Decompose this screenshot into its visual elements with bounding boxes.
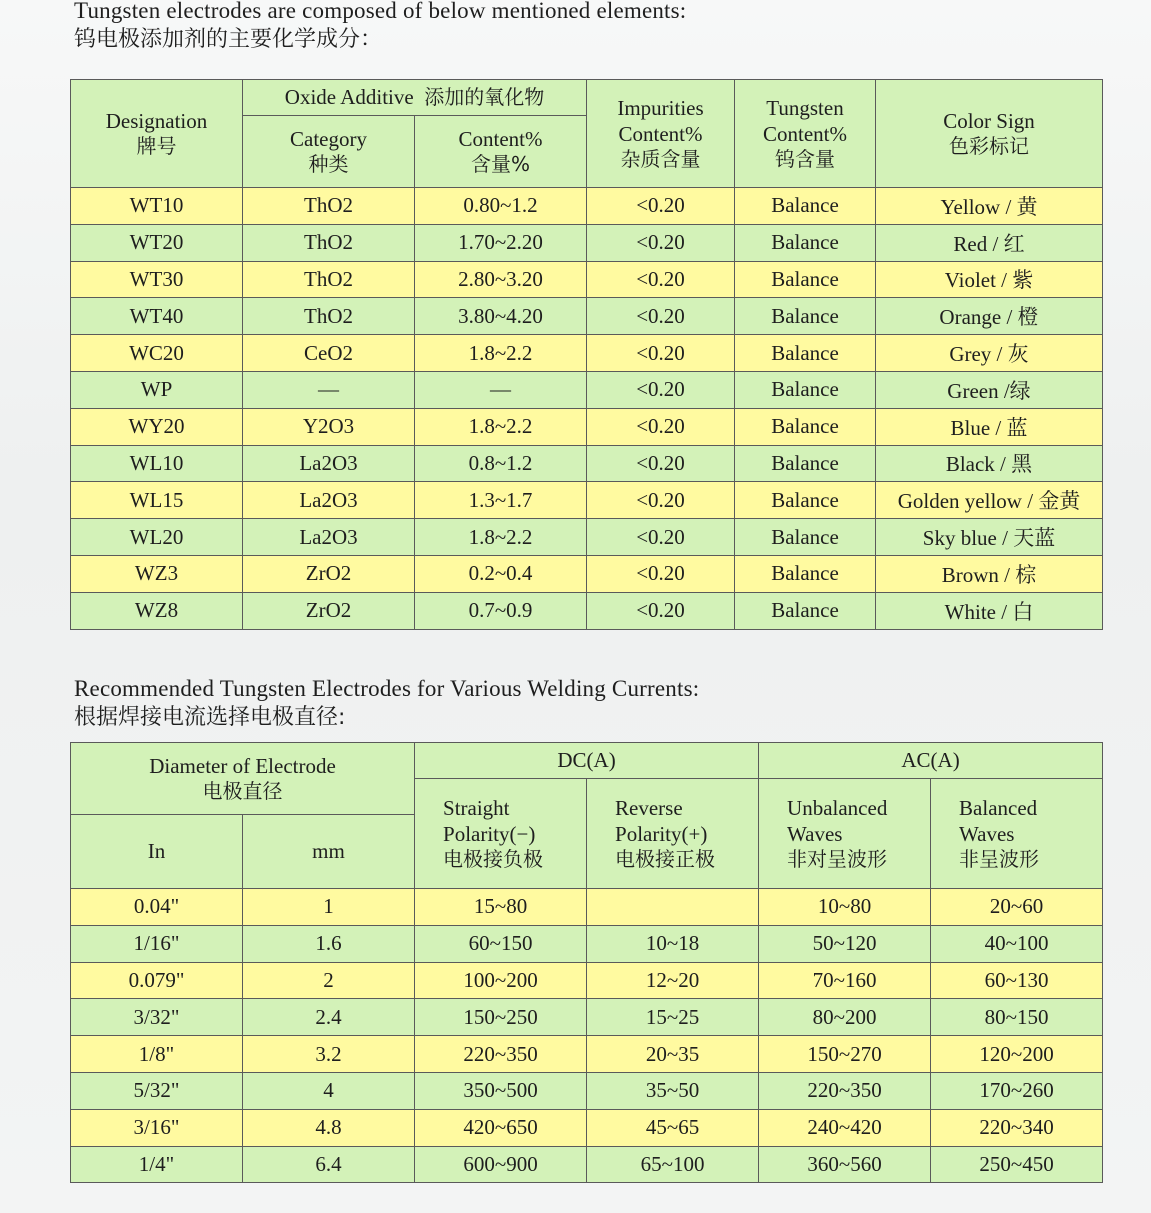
oxide-header-en: Oxide Additive [284,84,414,109]
content-cell: 3.80~4.20 [415,298,587,335]
dc-reverse-cell: 20~35 [587,1036,759,1073]
oxide-header-zh: 添加的氧化物 [424,84,545,109]
composition-row [71,261,1103,298]
color-sign-cell: Yellow / 黄 [876,188,1103,225]
composition-table-body [71,188,1103,630]
content-cell: 1.8~2.2 [415,408,587,445]
diameter-mm-cell: 1 [243,889,415,926]
balanced-header-en2: Waves [959,821,1015,846]
tungsten-header-en2: Content% [763,121,847,146]
category-cell: ZrO2 [243,592,415,629]
impurities-header-en2: Content% [618,121,703,146]
ac-balanced-cell: 80~150 [931,999,1103,1036]
category-cell: ThO2 [243,224,415,261]
composition-row [71,482,1103,519]
content-cell: 1.8~2.2 [415,519,587,556]
impurities-cell: <0.20 [587,335,735,372]
tungsten-cell: Balance [735,555,876,592]
content-cell: 0.7~0.9 [415,592,587,629]
diameter-inch-cell: 5/32" [71,1072,243,1109]
color-sign-cell: White / 白 [876,592,1103,629]
ac-unbalanced-cell: 50~120 [759,925,931,962]
composition-row [71,445,1103,482]
composition-row [71,555,1103,592]
content-cell: 1.8~2.2 [415,335,587,372]
impurities-cell: <0.20 [587,188,735,225]
ac-unbalanced-cell: 80~200 [759,999,931,1036]
content-header [415,116,587,188]
composition-row [71,335,1103,372]
composition-row [71,298,1103,335]
current-row [71,999,1103,1036]
oxide-additive-header [243,80,587,116]
dc-header: DC(A) [415,743,759,779]
currents-heading-en: Recommended Tungsten Electrodes for Various Welding Currents: [74,676,700,701]
dc-reverse-cell: 10~18 [587,925,759,962]
mm-header: mm [243,815,415,889]
impurities-cell: <0.20 [587,555,735,592]
reverse-header-en2: Polarity(+) [615,821,708,846]
impurities-cell: <0.20 [587,592,735,629]
ac-balanced-cell: 40~100 [931,925,1103,962]
tungsten-header-en1: Tungsten [766,96,844,121]
ac-balanced-cell: 220~340 [931,1109,1103,1146]
diameter-inch-cell: 0.079" [71,962,243,999]
straight-header-zh: 电极接负极 [443,846,544,871]
color-sign-cell: Black / 黑 [876,445,1103,482]
designation-cell: WP [71,371,243,408]
color-sign-cell: Grey / 灰 [876,335,1103,372]
category-cell: — [243,371,415,408]
diameter-inch-cell: 1/4" [71,1146,243,1183]
ac-unbalanced-cell: 150~270 [759,1036,931,1073]
current-row [71,1109,1103,1146]
balanced-header-zh: 非呈波形 [959,846,1040,871]
category-header-zh: 种类 [308,152,349,177]
balanced-waves-header [931,779,1103,889]
diameter-mm-cell: 4.8 [243,1109,415,1146]
current-row [71,1072,1103,1109]
ac-balanced-cell: 60~130 [931,962,1103,999]
designation-cell: WZ8 [71,592,243,629]
ac-unbalanced-cell: 220~350 [759,1072,931,1109]
category-cell: CeO2 [243,335,415,372]
reverse-header-en1: Reverse [615,796,683,821]
diameter-mm-cell: 4 [243,1072,415,1109]
composition-row [71,224,1103,261]
tungsten-cell: Balance [735,335,876,372]
reverse-header-zh: 电极接正极 [615,846,716,871]
designation-cell: WT40 [71,298,243,335]
tungsten-cell: Balance [735,371,876,408]
tungsten-cell: Balance [735,445,876,482]
category-cell: La2O3 [243,482,415,519]
diameter-inch-cell: 3/32" [71,999,243,1036]
designation-cell: WL15 [71,482,243,519]
dc-reverse-cell: 15~25 [587,999,759,1036]
diameter-mm-cell: 6.4 [243,1146,415,1183]
currents-heading-zh: 根据焊接电流选择电极直径: [74,705,346,731]
current-row [71,1036,1103,1073]
dc-reverse-cell [587,889,759,926]
current-row [71,925,1103,962]
tungsten-cell: Balance [735,482,876,519]
category-cell: La2O3 [243,519,415,556]
content-cell: 0.2~0.4 [415,555,587,592]
tungsten-cell: Balance [735,261,876,298]
dc-straight-cell: 350~500 [415,1072,587,1109]
currents-heading [74,676,699,731]
impurities-cell: <0.20 [587,408,735,445]
content-cell: 1.70~2.20 [415,224,587,261]
ac-balanced-cell: 250~450 [931,1146,1103,1183]
impurities-cell: <0.20 [587,261,735,298]
color-sign-cell: Green /绿 [876,371,1103,408]
current-row [71,889,1103,926]
ac-balanced-cell: 20~60 [931,889,1103,926]
tungsten-header [735,80,876,188]
color-sign-cell: Brown / 棕 [876,555,1103,592]
diameter-header [71,743,415,815]
designation-cell: WY20 [71,408,243,445]
dc-reverse-cell: 65~100 [587,1146,759,1183]
tungsten-cell: Balance [735,408,876,445]
impurities-header [587,80,735,188]
color-sign-cell: Orange / 橙 [876,298,1103,335]
straight-header-en2: Polarity(−) [443,821,536,846]
color-sign-cell: Blue / 蓝 [876,408,1103,445]
category-header-en: Category [290,126,367,151]
dc-straight-cell: 150~250 [415,999,587,1036]
current-row [71,1146,1103,1183]
content-cell: 2.80~3.20 [415,261,587,298]
ac-header: AC(A) [759,743,1103,779]
content-cell: 0.80~1.2 [415,188,587,225]
ac-balanced-cell: 120~200 [931,1036,1103,1073]
inch-header: In [71,815,243,889]
content-header-en: Content% [458,126,543,151]
color-sign-header [876,80,1103,188]
dc-reverse-cell: 35~50 [587,1072,759,1109]
designation-cell: WL10 [71,445,243,482]
impurities-header-en1: Impurities [617,96,704,121]
diameter-header-en: Diameter of Electrode [149,753,336,778]
diameter-mm-cell: 1.6 [243,925,415,962]
ac-unbalanced-cell: 360~560 [759,1146,931,1183]
composition-row [71,371,1103,408]
category-cell: La2O3 [243,445,415,482]
dc-reverse-cell: 12~20 [587,962,759,999]
composition-row [71,592,1103,629]
unbalanced-header-zh: 非对呈波形 [787,846,888,871]
composition-row [71,188,1103,225]
dc-straight-cell: 420~650 [415,1109,587,1146]
ac-unbalanced-cell: 240~420 [759,1109,931,1146]
color-sign-cell: Red / 红 [876,224,1103,261]
designation-header-zh: 牌号 [136,134,177,159]
balanced-header-en1: Balanced [959,796,1038,821]
content-cell: — [415,371,587,408]
diameter-inch-cell: 0.04" [71,889,243,926]
tungsten-cell: Balance [735,592,876,629]
ac-unbalanced-cell: 70~160 [759,962,931,999]
impurities-cell: <0.20 [587,298,735,335]
currents-table-body [71,889,1103,1183]
category-cell: ThO2 [243,188,415,225]
reverse-polarity-header [587,779,759,889]
content-cell: 1.3~1.7 [415,482,587,519]
tungsten-cell: Balance [735,298,876,335]
diameter-mm-cell: 2 [243,962,415,999]
diameter-mm-cell: 2.4 [243,999,415,1036]
color-header-zh: 色彩标记 [949,134,1029,159]
color-sign-cell: Golden yellow / 金黄 [876,482,1103,519]
impurities-cell: <0.20 [587,445,735,482]
impurities-cell: <0.20 [587,519,735,556]
designation-header-en: Designation [105,108,208,133]
impurities-cell: <0.20 [587,224,735,261]
category-cell: ZrO2 [243,555,415,592]
dc-straight-cell: 100~200 [415,962,587,999]
diameter-mm-cell: 3.2 [243,1036,415,1073]
impurities-header-zh: 杂质含量 [620,146,701,171]
diameter-inch-cell: 1/16" [71,925,243,962]
dc-straight-cell: 60~150 [415,925,587,962]
category-header [243,116,415,188]
diameter-inch-cell: 1/8" [71,1036,243,1073]
ac-balanced-cell: 170~260 [931,1072,1103,1109]
category-cell: Y2O3 [243,408,415,445]
unbalanced-header-en2: Waves [787,821,843,846]
composition-heading-zh: 钨电极添加剂的主要化学成分： [74,27,383,53]
content-cell: 0.8~1.2 [415,445,587,482]
content-header-zh: 含量% [470,152,530,177]
dc-straight-cell: 600~900 [415,1146,587,1183]
dc-straight-cell: 15~80 [415,889,587,926]
designation-cell: WZ3 [71,555,243,592]
designation-cell: WC20 [71,335,243,372]
unbalanced-waves-header [759,779,931,889]
dc-reverse-cell: 45~65 [587,1109,759,1146]
ac-unbalanced-cell: 10~80 [759,889,931,926]
color-header-en: Color Sign [943,108,1035,133]
color-sign-cell: Sky blue / 天蓝 [876,519,1103,556]
designation-cell: WT20 [71,224,243,261]
current-row [71,962,1103,999]
impurities-cell: <0.20 [587,482,735,519]
tungsten-cell: Balance [735,224,876,261]
category-cell: ThO2 [243,261,415,298]
composition-heading-en: Tungsten electrodes are composed of below mentioned elements: [74,0,687,23]
designation-cell: WL20 [71,519,243,556]
composition-heading [74,0,686,53]
tungsten-header-zh: 钨含量 [775,146,835,171]
category-cell: ThO2 [243,298,415,335]
diameter-header-zh: 电极直径 [202,779,283,804]
straight-polarity-header [415,779,587,889]
composition-row [71,519,1103,556]
currents-table [70,742,1103,1183]
color-sign-cell: Violet / 紫 [876,261,1103,298]
designation-cell: WT30 [71,261,243,298]
tungsten-cell: Balance [735,519,876,556]
diameter-inch-cell: 3/16" [71,1109,243,1146]
tungsten-cell: Balance [735,188,876,225]
designation-cell: WT10 [71,188,243,225]
straight-header-en1: Straight [443,796,510,821]
composition-table [70,79,1103,630]
unbalanced-header-en1: Unbalanced [787,796,888,821]
designation-header [71,80,243,188]
dc-straight-cell: 220~350 [415,1036,587,1073]
composition-row [71,408,1103,445]
impurities-cell: <0.20 [587,371,735,408]
